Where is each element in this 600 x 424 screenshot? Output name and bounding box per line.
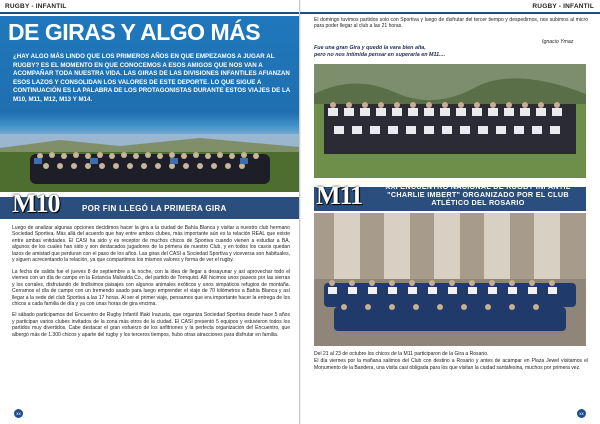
- m11-code: M11: [316, 181, 363, 210]
- top-rule: [0, 12, 300, 14]
- author-signature: Ignacio Ymaz: [542, 39, 574, 45]
- top-rule: [300, 12, 600, 14]
- hero-banner: [0, 16, 300, 192]
- paragraph: El sábado participamos del Encuentro de Rugby Infantil Iñaki Irazusta, que organiza Sociedad Sportiva desde hace 5 años y participan varios clubes invitados de la zona más otros de la ciudad. El CASI presentó 5 equipos y estuvieron todos los partidos muy divertidos. Cabe destacar el gran esfuerzo de los anfitriones y la perfecta organización del Encuentro, que albergó más de 1.300 chicos y aparte del rugby y los terceros tiempos, hubo otras atracciones para disfrutar en familia.: [12, 312, 290, 338]
- pull-quote: [314, 45, 445, 59]
- m11-monument-photo: [314, 213, 586, 346]
- paragraph: El domingo tuvimos partidos solo con Sportiva y luego de disfrutar del tercer tiempo y despedirnos, nos subimos al micro para poder llegar al club a las 21 horas.: [314, 17, 588, 30]
- team-group-photo: [0, 134, 300, 192]
- paragraph: Luego de analizar algunas opciones decidimos hacer la gira a la ciudad de Bahía Blanca y visitar a nuestro club hermano Sociedad Sportiva. Más allá del acuerdo que hay entre ambos clubes, más importante aún es la relación REAL que existe entre ambas entidades. El CASI ha sido y es receptor de muchos chicos de Sportiva cuando vienen a estudiar a BA, algunos de los cuales han sido y son destacados jugadores de la primera de nuestro Club, y en todos los casos quedan lazos de amistad que perduran con el paso de los años. Las giras del CASI a Sociedad Sportiva y viceversa son habituales, y siguen acrecentando la relación, ya que compartimos los mismos valores y forma de ver el rugby.: [12, 225, 290, 264]
- quote-line: Fue una gran Gira y quedó la vara bien alta,: [314, 45, 426, 51]
- quote-line: pero no nos intimida pensar en superarla en M11....: [314, 52, 446, 58]
- paragraph: Del 21 al 23 de octubre los chicos de la M11 participaron de la Gira a Rosario.: [314, 351, 489, 357]
- page-number: xx: [577, 409, 586, 418]
- section-tag: RUGBY - INFANTIL: [532, 3, 594, 10]
- m10-team-photo: [314, 64, 586, 178]
- page-title: DE GIRAS Y ALGO MÁS: [8, 19, 261, 45]
- top-paragraph: [314, 17, 588, 35]
- m10-code: M10: [12, 189, 60, 218]
- m11-heading: XXI ENCUENTRO NACIONAL DE RUGBY INFANTIL "CHARLIE IMBERT" ORGANIZADO POR EL CLUB ATLÉTICO DEL ROSARIO: [385, 182, 571, 208]
- section-tag: RUGBY - INFANTIL: [5, 3, 67, 10]
- page-number: xx: [14, 409, 23, 418]
- m10-heading: POR FIN LLEGÓ LA PRIMERA GIRA: [82, 204, 227, 213]
- intro-text: ¿HAY ALGO MÁS LINDO QUE LOS PRIMEROS AÑOS EN QUE EMPEZAMOS A JUGAR AL RUGBY? ES EL MOMENTO EN QUE CONOCEMOS A ESOS AMIGOS QUE NOS VAN A ACOMPAÑAR TODA NUESTRA VIDA. LAS GIRAS DE LAS DIVISIONES INFANTILES AFIANZAN ESOS LAZOS Y CONSOLIDAN LOS VALORES DE ESTE DEPORTE. LO QUE SIGUE A CONTINUACIÓN ES LA PALABRA DE LOS PROTAGONISTAS DURANTE ESTOS VIAJES DE LA M10, M11, M12, M13 Y M14.: [13, 53, 290, 103]
- paragraph: El día viernes por la mañana salimos del Club con destino a Rosario y antes de acampar en Plaza Jewel visitamos el Monumento de la Bandera, una visita casi obligada para los que visitan la ciudad santafesina, muchos por primera vez.: [314, 358, 588, 371]
- m11-article: [314, 351, 588, 376]
- m10-article: [12, 225, 290, 343]
- right-page: [300, 0, 600, 424]
- paragraph: La fecha de salida fue el jueves 8 de septiembre a la noche, con la idea de llegar a desayunar y así aprovechar todo el viernes con un día de campo en la Estancia Malvalda Co., del partido de Tornquist. Allí hicimos unos paseos por las sierras y los corrales, disfrutando de lindísimos paisajes con algunos animales exóticos y unos simpáticos refugios de montaña. Cerramos el día de campo con un tremendo asado para luego emprender el viaje de 70 kilómetros a Bahía Blanca y así llegar a la sede del club Sportiva a las 17 horas. Al ser el primer viaje, pensamos que era importante hacer la entrega de los chicos a cada familia de día y ya con unas horas de gira encima.: [12, 268, 290, 307]
